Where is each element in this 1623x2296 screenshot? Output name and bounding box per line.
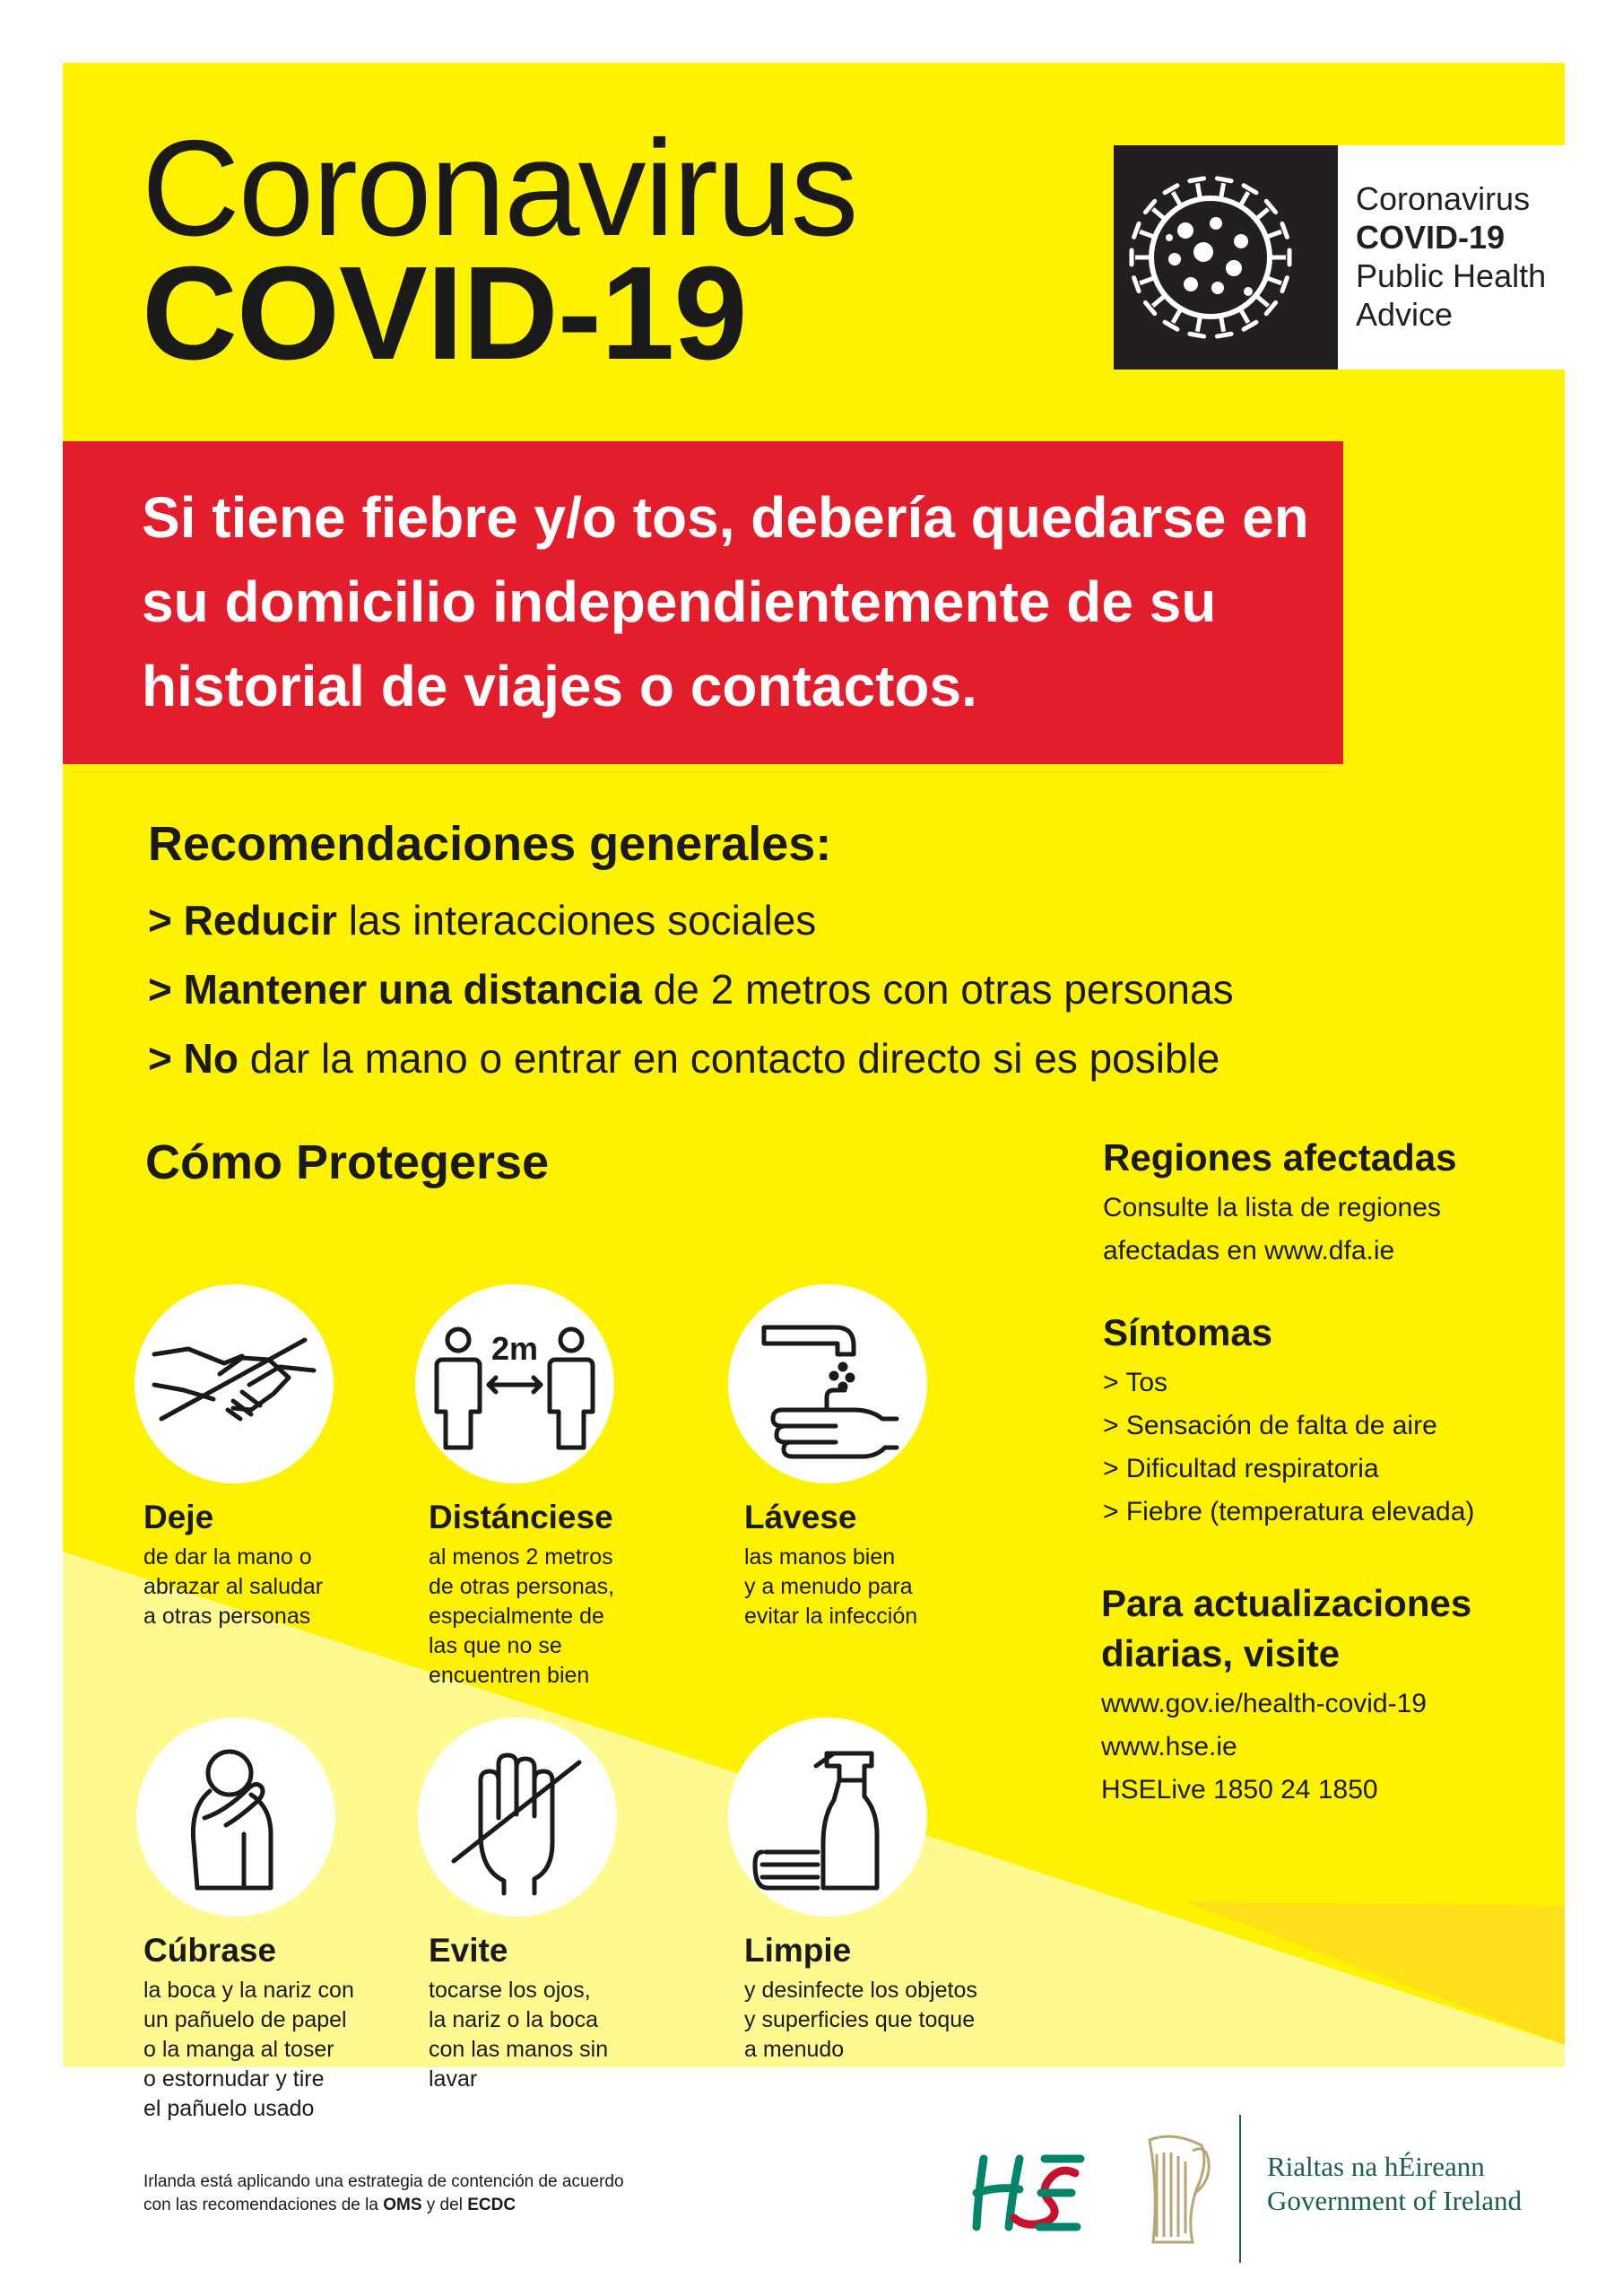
tip-text: la boca y la nariz con un pañuelo de papel o la manga al toser o estornudar y tire el pañuelo usado [143,1978,354,2121]
symptom-item: > Dificultad respiratoria [1103,1454,1379,1483]
recommendation-item: > No dar la mano o entrar en contacto directo si es posible [148,1035,1220,1082]
handwash-icon [728,1284,927,1483]
sidebar-symptoms [1103,1308,1533,1534]
gov-line-english: Government of Ireland [1267,2185,1523,2216]
distance-label: 2m [490,1330,539,1367]
updates-title-2: diarias, visite [1101,1632,1341,1674]
footer-note [143,2170,726,2217]
symptom-item: > Tos [1103,1368,1167,1397]
link-gov[interactable]: www.gov.ie/health-covid-19 [1101,1689,1427,1718]
link-hse[interactable]: www.hse.ie [1101,1732,1237,1761]
title-coronavirus: Coronavirus [142,112,857,265]
logo-line-4: Advice [1356,296,1454,333]
tip-text: las manos bien y a menudo para evitar la infección [744,1544,918,1629]
tip-title: Deje [143,1499,214,1535]
hse-logo [964,2139,1089,2238]
logo-line-1: Coronavirus [1356,180,1531,217]
tip-lavese [744,1498,917,1631]
public-health-logo [1114,145,1565,370]
protect-title: Cómo Protegerse [145,1135,550,1189]
tip-cubrase [143,1931,354,2124]
sidebar-regions [1103,1133,1533,1273]
tip-distanciese [429,1498,614,1691]
alert-text: Si tiene fiebre y/o tos, debería quedarse en su domicilio independientemente de su historial de viajes o contactos. [142,485,1309,718]
government-divider [1239,2115,1241,2263]
title-covid-19: COVID-19 [142,239,747,387]
no-touch-face-icon [418,1718,617,1917]
regions-text-2: afectadas en www.dfa.ie [1103,1236,1395,1265]
symptoms-list [1103,1361,1533,1534]
logo-text [1356,179,1546,334]
coronavirus-icon [1114,145,1338,370]
hselive-phone: HSELive 1850 24 1850 [1101,1775,1378,1805]
tip-text: de dar la mano o abrazar al saludar a otras personas [143,1544,324,1629]
no-handshake-icon [135,1284,334,1483]
poster [63,63,1565,2121]
recommendations-list [148,886,1234,1093]
regions-text-1: Consulte la lista de regiones [1103,1193,1441,1222]
symptom-item: > Fiebre (temperatura elevada) [1103,1497,1475,1526]
cover-cough-icon [136,1718,335,1917]
footer-note-line-1: Irlanda está aplicando una estrategia de contención de acuerdo [143,2172,624,2191]
tip-title: Limpie [744,1932,852,1969]
symptom-item: > Sensación de falta de aire [1103,1411,1437,1440]
tip-title: Lávese [744,1499,857,1535]
tip-limpie [744,1931,977,2065]
recommendations-title: Recomendaciones generales: [148,817,832,871]
government-of-ireland-logo [1267,2150,1522,2218]
tip-text: y desinfecte los objetos y superficies que toque a menudo [744,1978,977,2062]
alert-banner [63,441,1343,764]
sidebar-updates [1101,1578,1549,1812]
symptoms-title: Síntomas [1103,1311,1273,1353]
distance-icon [415,1284,614,1483]
tip-title: Distánciese [429,1499,613,1535]
tip-evite [429,1931,608,2094]
tip-text: al menos 2 metros de otras personas, especialmente de las que no se encuentren bien [429,1544,615,1688]
tip-text: tocarse los ojos, la nariz o la boca con las manos sin lavar [429,1978,609,2092]
harp-emblem-icon [1137,2127,1214,2251]
updates-title-1: Para actualizaciones [1101,1582,1472,1624]
clean-spray-icon [728,1718,927,1917]
tip-title: Cúbrase [143,1932,277,1969]
ecdc-logo: ECDC [467,2196,516,2214]
recommendation-item: > Mantener una distancia de 2 metros con otras personas [148,966,1234,1013]
footer-note-line-2: con las recomendaciones de la OMS y del ECDC [143,2196,516,2214]
oms-logo: OMS [383,2196,422,2214]
logo-line-2: COVID-19 [1356,219,1506,256]
regions-title: Regiones afectadas [1103,1136,1457,1178]
tip-deje [143,1498,323,1631]
logo-line-3: Public Health [1356,257,1547,294]
gov-line-irish: Rialtas na hÉireann [1267,2151,1485,2182]
recommendation-item: > Reducir las interacciones sociales [148,897,817,944]
tip-title: Evite [429,1932,508,1969]
